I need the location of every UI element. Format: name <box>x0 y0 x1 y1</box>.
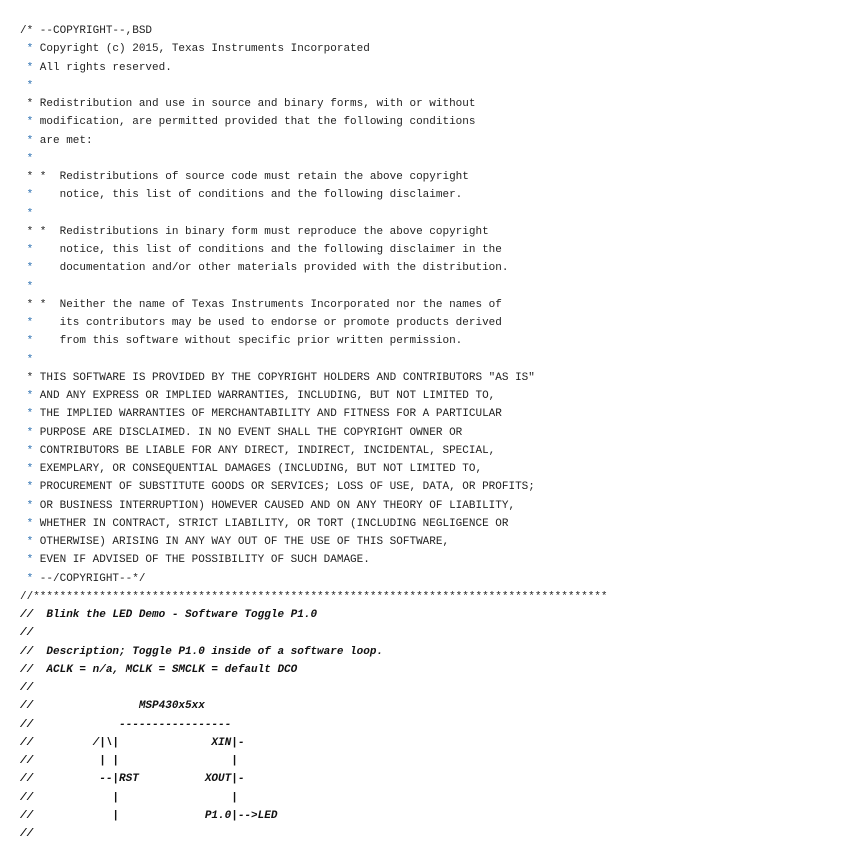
license-text: * * Redistributions of source code must retain the above copyright <box>20 171 469 183</box>
comment-star: * <box>20 481 34 494</box>
license-line <box>20 442 608 460</box>
comment-star: * <box>20 116 34 129</box>
comment-star: * <box>20 572 34 585</box>
comment-star: * <box>20 262 34 275</box>
demo-comment-line: // <box>20 682 34 694</box>
license-line <box>20 259 608 277</box>
license-text: are met: <box>33 134 93 147</box>
comment-star: * <box>20 463 34 475</box>
license-line <box>20 186 608 204</box>
comment-star: * <box>20 280 34 293</box>
license-line <box>20 278 608 296</box>
license-line <box>20 369 608 387</box>
license-text: OTHERWISE) ARISING IN ANY WAY OUT OF THE USE OF THIS SOFTWARE, <box>33 536 450 548</box>
comment-star: * <box>20 536 34 548</box>
comment-star: * <box>20 390 34 402</box>
license-text: AND ANY EXPRESS OR IMPLIED WARRANTIES, INCLUDING, BUT NOT LIMITED TO, <box>33 390 496 402</box>
license-text: from this software without specific prior written permission. <box>33 335 463 348</box>
comment-star: * <box>20 61 34 74</box>
demo-comment-line: // <box>20 828 34 840</box>
license-line <box>20 478 608 496</box>
license-text: its contributors may be used to endorse or promote products derived <box>33 317 502 329</box>
source-code-block <box>20 22 608 843</box>
license-line <box>20 405 608 423</box>
license-line <box>20 223 608 241</box>
license-line <box>20 95 608 113</box>
comment-star: * <box>20 79 34 92</box>
license-line <box>20 59 608 77</box>
license-line <box>20 40 608 58</box>
license-line <box>20 113 608 131</box>
demo-comment-line: // MSP430x5xx <box>20 700 205 713</box>
license-line <box>20 533 608 551</box>
license-line <box>20 241 608 259</box>
demo-comment-line: // /|\| XIN|- <box>20 736 245 749</box>
demo-comment-line: // | | <box>20 791 238 804</box>
license-text: notice, this list of conditions and the following disclaimer. <box>33 189 463 202</box>
comment-star: * <box>20 517 34 530</box>
license-line <box>20 515 608 533</box>
license-line <box>20 77 608 95</box>
license-line <box>20 497 608 515</box>
license-text: PURPOSE ARE DISCLAIMED. IN NO EVENT SHALL THE COPYRIGHT OWNER OR <box>33 426 463 439</box>
license-text: All rights reserved. <box>33 61 172 74</box>
comment-star: * <box>20 499 34 512</box>
comment-star: * <box>20 43 34 56</box>
comment-star: * <box>20 335 34 348</box>
comment-star: * <box>20 244 34 256</box>
license-text: EVEN IF ADVISED OF THE POSSIBILITY OF SUCH DAMAGE. <box>33 554 370 567</box>
license-text: WHETHER IN CONTRACT, STRICT LIABILITY, OR TORT (INCLUDING NEGLIGENCE OR <box>33 517 509 530</box>
demo-comment-line: //*************************************************************************************** <box>20 590 608 603</box>
license-text: OR BUSINESS INTERRUPTION) HOWEVER CAUSED AND ON ANY THEORY OF LIABILITY, <box>33 499 516 512</box>
comment-star: * <box>20 554 34 567</box>
license-line <box>20 314 608 332</box>
license-text: PROCUREMENT OF SUBSTITUTE GOODS OR SERVICES; LOSS OF USE, DATA, OR PROFITS; <box>33 481 535 494</box>
comment-star: * <box>20 353 34 366</box>
comment-star: * <box>20 317 34 329</box>
license-line <box>20 460 608 478</box>
license-text: Copyright (c) 2015, Texas Instruments Incorporated <box>33 43 370 56</box>
comment-star: * <box>20 408 34 421</box>
license-line <box>20 296 608 314</box>
license-line <box>20 205 608 223</box>
license-text: CONTRIBUTORS BE LIABLE FOR ANY DIRECT, INDIRECT, INCIDENTAL, SPECIAL, <box>33 444 496 457</box>
license-line <box>20 570 608 588</box>
demo-comment-line: // Blink the LED Demo - Software Toggle P1.0 <box>20 609 318 621</box>
license-text: modification, are permitted provided that the following conditions <box>33 116 476 129</box>
license-line <box>20 424 608 442</box>
license-text: * * Redistributions in binary form must reproduce the above copyright <box>20 225 489 238</box>
license-text: notice, this list of conditions and the following disclaimer in the <box>33 244 502 256</box>
license-text: * * Neither the name of Texas Instruments Incorporated nor the names of <box>20 298 502 311</box>
comment-star: * <box>20 152 34 165</box>
license-line <box>20 168 608 186</box>
license-text: * THIS SOFTWARE IS PROVIDED BY THE COPYRIGHT HOLDERS AND CONTRIBUTORS "AS IS" <box>20 371 535 384</box>
license-line <box>20 351 608 369</box>
license-line <box>20 332 608 350</box>
demo-comment-line: // | | | <box>20 755 238 767</box>
license-text: documentation and/or other materials provided with the distribution. <box>33 262 509 275</box>
comment-star: * <box>20 426 34 439</box>
comment-star: * <box>20 189 34 202</box>
demo-comment-line: // ACLK = n/a, MCLK = SMCLK = default DCO <box>20 663 298 676</box>
license-line <box>20 150 608 168</box>
demo-comment-line: // --|RST XOUT|- <box>20 773 245 786</box>
demo-comment-line: // <box>20 627 34 640</box>
license-text: --/COPYRIGHT--*/ <box>33 572 146 585</box>
license-line <box>20 387 608 405</box>
license-line <box>20 22 608 40</box>
demo-comment-line: // Description; Toggle P1.0 inside of a software loop. <box>20 645 384 658</box>
license-text: THE IMPLIED WARRANTIES OF MERCHANTABILITY AND FITNESS FOR A PARTICULAR <box>33 408 502 421</box>
demo-comment-line: // ----------------- <box>20 718 232 731</box>
demo-comment-line: // | P1.0|-->LED <box>20 809 278 822</box>
license-text: * Redistribution and use in source and binary forms, with or without <box>20 98 476 110</box>
license-line <box>20 132 608 150</box>
comment-star: * <box>20 207 34 220</box>
license-text: EXEMPLARY, OR CONSEQUENTIAL DAMAGES (INCLUDING, BUT NOT LIMITED TO, <box>33 463 483 475</box>
comment-star: * <box>20 444 34 457</box>
license-text: /* --COPYRIGHT--,BSD <box>20 25 153 37</box>
comment-star: * <box>20 134 34 147</box>
license-line <box>20 551 608 569</box>
